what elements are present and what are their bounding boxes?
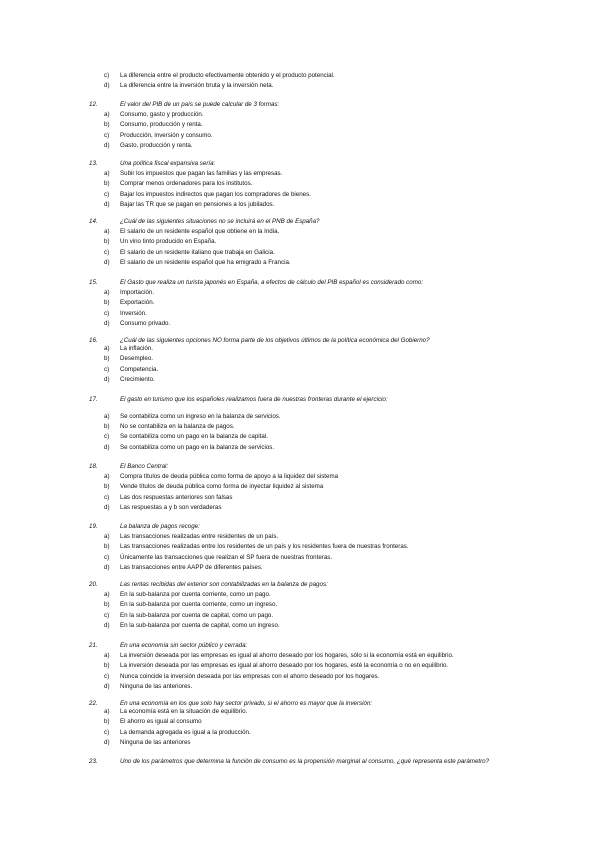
- option-text: Las dos respuestas anteriores son falsas: [120, 493, 233, 501]
- option-text: Producción, inversión y consumo.: [120, 131, 213, 139]
- option-letter: b): [104, 423, 110, 431]
- option-letter: c): [104, 309, 110, 317]
- option-letter: a): [104, 345, 110, 353]
- option-letter: d): [104, 200, 110, 208]
- option-letter: b): [104, 718, 110, 726]
- option-text: Las transacciones realizadas entre los residentes de un país y los residentes fuera de nuestras fronteras.: [120, 543, 409, 551]
- option-text: El salario de un residente español que ha emigrado a Francia.: [120, 258, 291, 266]
- option-text: En la sub-balanza por cuenta corriente, como un pago.: [120, 591, 271, 599]
- option-text: Las transacciones entre AAPP de diferentes países.: [120, 563, 263, 571]
- option-c: [0, 553, 599, 563]
- option-text: Ninguna de las anteriores: [120, 738, 191, 746]
- option-text: En la sub-balanza por cuenta de capital, como un ingreso.: [120, 621, 280, 629]
- option-text: Compra títulos de deuda pública como forma de apoyo a la liquidez del sistema: [120, 473, 339, 481]
- option-letter: a): [104, 170, 110, 178]
- option-d: [0, 258, 599, 268]
- option-a: [0, 412, 599, 422]
- question-number: 17.: [89, 396, 98, 403]
- option-letter: d): [104, 682, 110, 690]
- question-text: En una economía en los que solo hay sector privado, si el ahorro es mayor que la inversión:: [120, 700, 373, 707]
- question-header: [0, 217, 599, 227]
- question-number: 15.: [89, 279, 98, 286]
- question-header: [0, 100, 599, 110]
- question-header: [0, 641, 599, 651]
- option-b: [0, 298, 599, 308]
- option-letter: a): [104, 591, 110, 599]
- question-text: En una economía sin sector público y cerrada:: [120, 642, 248, 649]
- question-number: 22.: [89, 700, 98, 707]
- question-text: El gasto en turismo que los españoles realizamos fuera de nuestras fronteras durante el ejercicio:: [120, 396, 388, 403]
- option-letter: c): [104, 553, 110, 561]
- option-b: [0, 482, 599, 492]
- question-text: Uno de los parámetros que determina la función de consumo es la propensión marginal al consumo, ¿qué representa este parámetro?: [120, 758, 490, 765]
- option-c: [0, 432, 599, 442]
- option-a: [0, 590, 599, 600]
- option-text: Comprar menos ordenadores para los institutos.: [120, 180, 253, 188]
- option-text: Vende títulos de deuda pública como forma de inyectar liquidez al sistema: [120, 483, 324, 491]
- question-text: Las rentas recibidas del exterior son contabilizadas en la balanza de pagos:: [120, 581, 328, 588]
- option-b: [0, 120, 599, 130]
- option-d: [0, 319, 599, 329]
- option-d: [0, 375, 599, 385]
- question-13: [0, 159, 599, 210]
- question-number: 19.: [89, 523, 98, 530]
- option-text: El salario de un residente italiano que trabaja en Galicia.: [120, 248, 275, 256]
- option-c: [0, 71, 599, 81]
- question-number: 20.: [89, 581, 98, 588]
- option-c: [0, 672, 599, 682]
- question-19: [0, 522, 599, 573]
- question-number: 14.: [89, 218, 98, 225]
- option-letter: d): [104, 375, 110, 383]
- option-letter: c): [104, 190, 110, 198]
- option-letter: d): [104, 258, 110, 266]
- option-c: [0, 309, 599, 319]
- question-18: [0, 462, 599, 513]
- option-d: [0, 81, 599, 91]
- option-text: Inversión.: [120, 309, 147, 317]
- option-text: En la sub-balanza por cuenta corriente, como un ingreso.: [120, 601, 278, 609]
- option-letter: b): [104, 121, 110, 129]
- option-a: [0, 169, 599, 179]
- option-b: [0, 717, 599, 727]
- question-text: La balanza de pagos recoge:: [120, 523, 200, 530]
- option-text: La inversión deseada por las empresas es igual al ahorro deseado por los hogares, esté la economía o no en equilibrio.: [120, 662, 449, 670]
- question-text: ¿Cuál de las siguientes opciones NO forma parte de los objetivos últimos de la política económica del Gobierno?: [120, 337, 430, 344]
- option-letter: c): [104, 493, 110, 501]
- question-14: [0, 217, 599, 268]
- option-letter: a): [104, 473, 110, 481]
- option-text: Gasto, producción y renta.: [120, 141, 193, 149]
- option-text: Se contabiliza como un pago en la balanza de servicios.: [120, 443, 275, 451]
- option-letter: c): [104, 728, 110, 736]
- option-c: [0, 190, 599, 200]
- option-a: [0, 227, 599, 237]
- option-d: [0, 141, 599, 151]
- option-letter: c): [104, 672, 110, 680]
- question-number: 16.: [89, 337, 98, 344]
- question-number: 18.: [89, 463, 98, 470]
- option-letter: c): [104, 365, 110, 373]
- option-letter: c): [104, 433, 110, 441]
- option-letter: a): [104, 652, 110, 660]
- question-text: ¿Cuál de las siguientes situaciones no se incluirá en el PNB de España?: [120, 218, 320, 225]
- option-text: La inflación.: [120, 345, 154, 353]
- option-letter: a): [104, 533, 110, 541]
- option-letter: a): [104, 413, 110, 420]
- option-text: Se contabiliza como un pago en la balanza de capital.: [120, 433, 268, 441]
- option-b: [0, 422, 599, 432]
- option-a: [0, 288, 599, 298]
- option-letter: c): [104, 248, 110, 256]
- option-letter: d): [104, 738, 110, 746]
- question-header: [0, 757, 599, 777]
- question-text: El valor del PIB de un país se puede calcular de 3 formas:: [120, 101, 280, 108]
- option-text: Las respuestas a y b son verdaderas: [120, 503, 222, 511]
- option-text: Las transacciones realizadas entre residentes de un país.: [120, 533, 279, 541]
- option-letter: b): [104, 483, 110, 491]
- option-text: Consumo privado.: [120, 319, 171, 327]
- option-text: Bajar los impuestos indirectos que pagan los compradores de bienes.: [120, 190, 311, 198]
- option-text: El salario de un residente español que obtiene en la India.: [120, 228, 280, 236]
- option-a: [0, 344, 599, 354]
- option-letter: d): [104, 563, 110, 571]
- option-c: [0, 493, 599, 503]
- option-text: Importación.: [120, 289, 155, 297]
- option-b: [0, 237, 599, 247]
- option-text: La demanda agregada es igual a la producción.: [120, 728, 251, 736]
- question-21: [0, 641, 599, 692]
- option-text: En la sub-balanza por cuenta de capital, como un pago.: [120, 611, 274, 619]
- question-header: [0, 522, 599, 532]
- option-letter: d): [104, 503, 110, 511]
- option-a: [0, 651, 599, 661]
- question-header: [0, 278, 599, 288]
- option-c: [0, 131, 599, 141]
- option-text: Consumo, gasto y producción.: [120, 111, 204, 119]
- option-letter: a): [104, 289, 110, 297]
- question-15: [0, 278, 599, 329]
- question-header: [0, 395, 599, 412]
- option-b: [0, 600, 599, 610]
- option-text: Consumo, producción y renta.: [120, 121, 203, 129]
- question-22: [0, 699, 599, 748]
- option-b: [0, 542, 599, 552]
- option-d: [0, 503, 599, 513]
- question-text: El Banco Central:: [120, 463, 169, 470]
- option-c: [0, 248, 599, 258]
- option-text: Ninguna de las anteriores.: [120, 682, 193, 690]
- option-letter: d): [104, 82, 110, 90]
- question-number: 13.: [89, 160, 98, 167]
- option-text: Exportación.: [120, 299, 155, 307]
- option-c: [0, 611, 599, 621]
- option-letter: b): [104, 662, 110, 670]
- question-17: [0, 395, 599, 453]
- question-header: [0, 462, 599, 472]
- option-text: Un vino tinto producido en España.: [120, 238, 217, 246]
- option-b: [0, 354, 599, 364]
- option-d: [0, 200, 599, 210]
- question-header: [0, 580, 599, 590]
- option-letter: b): [104, 355, 110, 363]
- option-text: No se contabiliza en la balanza de pagos.: [120, 423, 235, 431]
- option-letter: d): [104, 443, 110, 451]
- option-d: [0, 443, 599, 453]
- option-letter: d): [104, 319, 110, 327]
- question-16: [0, 336, 599, 385]
- option-letter: b): [104, 543, 110, 551]
- option-d: [0, 738, 599, 748]
- option-text: El ahorro es igual al consumo: [120, 718, 202, 726]
- option-letter: c): [104, 611, 110, 619]
- option-letter: b): [104, 601, 110, 609]
- option-text: Subir los impuestos que pagan las familias y las empresas.: [120, 170, 283, 178]
- question-header: [0, 159, 599, 169]
- option-c: [0, 728, 599, 738]
- option-letter: b): [104, 299, 110, 307]
- option-text: Se contabiliza como un ingreso en la balanza de servicios.: [120, 413, 281, 420]
- question-text: Una política fiscal expansiva sería:: [120, 160, 216, 167]
- option-letter: a): [104, 228, 110, 236]
- option-text: La diferencia entre la inversión bruta y la inversión neta.: [120, 82, 274, 90]
- option-letter: b): [104, 180, 110, 188]
- option-text: La inversión deseada por las empresas es igual al ahorro deseado por los hogares, sólo si la economía está en equilibrio.: [120, 652, 454, 660]
- option-b: [0, 179, 599, 189]
- option-letter: d): [104, 141, 110, 149]
- option-d: [0, 563, 599, 573]
- question-23: [0, 757, 599, 777]
- option-text: Desempleo.: [120, 355, 154, 363]
- option-a: [0, 472, 599, 482]
- question-number: 23.: [89, 758, 98, 765]
- question-11-tail: [0, 71, 599, 91]
- option-text: Crecimiento.: [120, 375, 155, 383]
- question-number: 21.: [89, 642, 98, 649]
- question-20: [0, 580, 599, 631]
- option-text: Nunca coincide la inversión deseada por las empresas con el ahorro deseado por los hogares.: [120, 672, 380, 680]
- question-12: [0, 100, 599, 151]
- option-letter: c): [104, 131, 110, 139]
- question-text: El Gasto que realiza un turista japonés en España, a efectos de cálculo del PIB español es considerado como:: [120, 279, 424, 286]
- option-a: [0, 532, 599, 542]
- option-c: [0, 365, 599, 375]
- option-text: Competencia.: [120, 365, 159, 373]
- option-letter: c): [104, 72, 110, 79]
- option-text: La diferencia entre el producto efectivamente obtenido y el producto potencial.: [120, 72, 335, 79]
- option-letter: d): [104, 621, 110, 629]
- option-letter: b): [104, 238, 110, 246]
- option-a: [0, 110, 599, 120]
- option-d: [0, 682, 599, 692]
- option-letter: a): [104, 708, 110, 716]
- option-d: [0, 621, 599, 631]
- question-number: 12.: [89, 101, 98, 108]
- option-text: La economía está en la situación de equilibrio.: [120, 708, 248, 716]
- option-text: Únicamente las transacciones que realizan el SP fuera de nuestras fronteras.: [120, 553, 333, 561]
- option-text: Bajar las TR que se pagan en pensiones a los jubilados.: [120, 200, 275, 208]
- option-a: [0, 707, 599, 717]
- option-b: [0, 661, 599, 671]
- option-letter: a): [104, 111, 110, 119]
